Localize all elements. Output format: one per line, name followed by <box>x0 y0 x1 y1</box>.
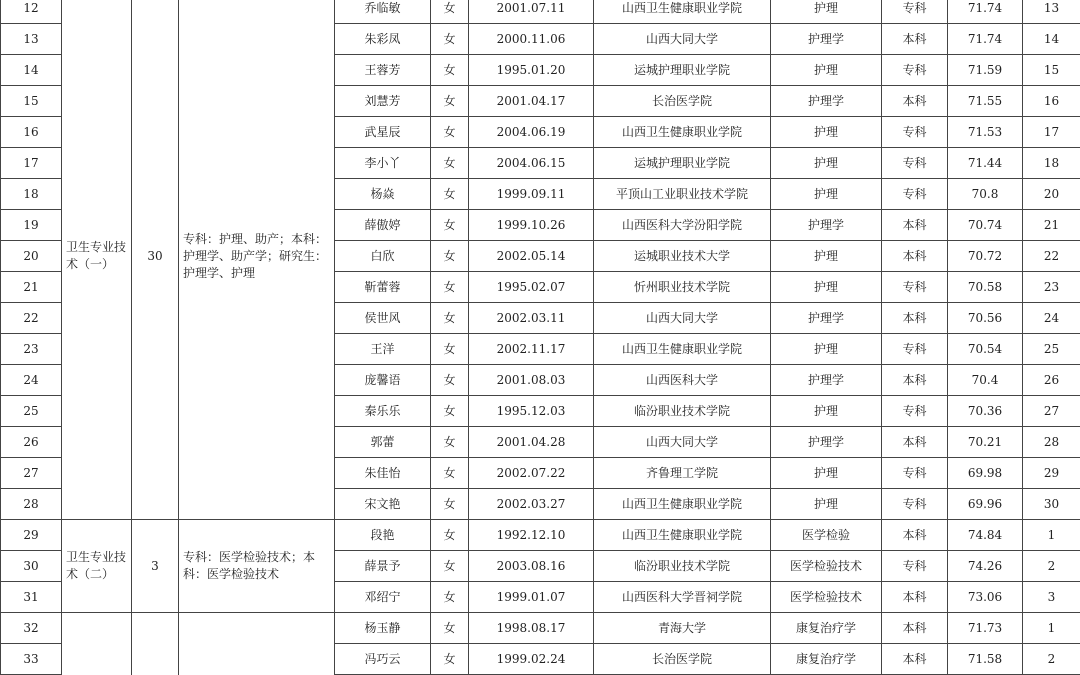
major-cell: 康复治疗学 <box>771 613 882 644</box>
degree-cell: 专科 <box>882 396 948 427</box>
name-cell: 冯巧云 <box>335 644 431 675</box>
birth-date-cell: 1995.02.07 <box>469 272 594 303</box>
rank-cell: 13 <box>1023 0 1080 24</box>
score-cell: 71.58 <box>948 644 1023 675</box>
birth-date-cell: 1999.02.24 <box>469 644 594 675</box>
row-number-cell: 29 <box>1 520 62 551</box>
rank-cell: 23 <box>1023 272 1080 303</box>
rank-cell: 29 <box>1023 458 1080 489</box>
gender-cell: 女 <box>431 489 469 520</box>
school-cell: 忻州职业技术学院 <box>594 272 771 303</box>
major-cell: 护理学 <box>771 427 882 458</box>
gender-cell: 女 <box>431 520 469 551</box>
name-cell: 朱彩凤 <box>335 24 431 55</box>
table-row <box>1 0 1080 24</box>
degree-cell: 专科 <box>882 117 948 148</box>
name-cell: 刘慧芳 <box>335 86 431 117</box>
degree-cell: 本科 <box>882 24 948 55</box>
rank-cell: 20 <box>1023 179 1080 210</box>
major-cell: 护理 <box>771 272 882 303</box>
major-cell: 护理 <box>771 117 882 148</box>
major-cell: 护理 <box>771 179 882 210</box>
degree-cell: 本科 <box>882 210 948 241</box>
row-number-cell: 30 <box>1 551 62 582</box>
gender-cell: 女 <box>431 86 469 117</box>
rank-cell: 26 <box>1023 365 1080 396</box>
gender-cell: 女 <box>431 148 469 179</box>
school-cell: 运城护理职业学院 <box>594 148 771 179</box>
school-cell: 长治医学院 <box>594 86 771 117</box>
gender-cell: 女 <box>431 117 469 148</box>
degree-cell: 本科 <box>882 86 948 117</box>
major-cell: 护理 <box>771 0 882 24</box>
school-cell: 山西大同大学 <box>594 303 771 334</box>
degree-cell: 专科 <box>882 334 948 365</box>
rank-cell: 27 <box>1023 396 1080 427</box>
table-row <box>1 520 1080 551</box>
degree-cell: 专科 <box>882 551 948 582</box>
major-cell: 护理 <box>771 489 882 520</box>
row-number-cell: 20 <box>1 241 62 272</box>
row-number-cell: 27 <box>1 458 62 489</box>
birth-date-cell: 2001.07.11 <box>469 0 594 24</box>
gender-cell: 女 <box>431 55 469 86</box>
birth-date-cell: 2002.07.22 <box>469 458 594 489</box>
birth-date-cell: 2001.04.28 <box>469 427 594 458</box>
gender-cell: 女 <box>431 24 469 55</box>
major-cell: 护理学 <box>771 303 882 334</box>
rank-cell: 28 <box>1023 427 1080 458</box>
score-cell: 71.44 <box>948 148 1023 179</box>
name-cell: 郭蕾 <box>335 427 431 458</box>
name-cell: 薛傲婷 <box>335 210 431 241</box>
major-cell: 护理 <box>771 396 882 427</box>
school-cell: 平顶山工业职业技术学院 <box>594 179 771 210</box>
position-name-cell: 卫生专业技术（二） <box>62 520 132 613</box>
gender-cell: 女 <box>431 179 469 210</box>
major-cell: 护理学 <box>771 24 882 55</box>
rank-cell: 1 <box>1023 613 1080 644</box>
row-number-cell: 18 <box>1 179 62 210</box>
score-cell: 73.06 <box>948 582 1023 613</box>
rank-cell: 15 <box>1023 55 1080 86</box>
major-cell: 护理学 <box>771 210 882 241</box>
gender-cell: 女 <box>431 272 469 303</box>
row-number-cell: 25 <box>1 396 62 427</box>
name-cell: 王洋 <box>335 334 431 365</box>
gender-cell: 女 <box>431 613 469 644</box>
birth-date-cell: 2002.05.14 <box>469 241 594 272</box>
major-cell: 护理 <box>771 148 882 179</box>
gender-cell: 女 <box>431 551 469 582</box>
gender-cell: 女 <box>431 0 469 24</box>
school-cell: 山西大同大学 <box>594 427 771 458</box>
degree-cell: 本科 <box>882 427 948 458</box>
major-cell: 护理学 <box>771 86 882 117</box>
birth-date-cell: 2002.11.17 <box>469 334 594 365</box>
name-cell: 段艳 <box>335 520 431 551</box>
row-number-cell: 14 <box>1 55 62 86</box>
birth-date-cell: 2004.06.15 <box>469 148 594 179</box>
degree-cell: 本科 <box>882 303 948 334</box>
score-cell: 70.56 <box>948 303 1023 334</box>
school-cell: 山西大同大学 <box>594 24 771 55</box>
score-cell: 74.84 <box>948 520 1023 551</box>
score-cell: 71.73 <box>948 613 1023 644</box>
school-cell: 运城职业技术大学 <box>594 241 771 272</box>
school-cell: 山西医科大学汾阳学院 <box>594 210 771 241</box>
degree-cell: 本科 <box>882 582 948 613</box>
rank-cell: 14 <box>1023 24 1080 55</box>
birth-date-cell: 1999.09.11 <box>469 179 594 210</box>
score-cell: 70.21 <box>948 427 1023 458</box>
name-cell: 杨焱 <box>335 179 431 210</box>
row-number-cell: 19 <box>1 210 62 241</box>
school-cell: 山西卫生健康职业学院 <box>594 334 771 365</box>
hiring-count-cell: 3 <box>132 520 179 613</box>
rank-cell: 17 <box>1023 117 1080 148</box>
score-cell: 70.58 <box>948 272 1023 303</box>
birth-date-cell: 2004.06.19 <box>469 117 594 148</box>
rank-cell: 25 <box>1023 334 1080 365</box>
row-number-cell: 31 <box>1 582 62 613</box>
name-cell: 宋文艳 <box>335 489 431 520</box>
rank-cell: 24 <box>1023 303 1080 334</box>
name-cell: 秦乐乐 <box>335 396 431 427</box>
score-cell: 71.74 <box>948 0 1023 24</box>
gender-cell: 女 <box>431 365 469 396</box>
birth-date-cell: 1995.01.20 <box>469 55 594 86</box>
score-cell: 70.54 <box>948 334 1023 365</box>
gender-cell: 女 <box>431 644 469 675</box>
gender-cell: 女 <box>431 241 469 272</box>
name-cell: 杨玉静 <box>335 613 431 644</box>
gender-cell: 女 <box>431 582 469 613</box>
row-number-cell: 17 <box>1 148 62 179</box>
major-requirement-cell <box>179 613 335 675</box>
row-number-cell: 12 <box>1 0 62 24</box>
school-cell: 山西医科大学 <box>594 365 771 396</box>
birth-date-cell: 2000.11.06 <box>469 24 594 55</box>
degree-cell: 专科 <box>882 55 948 86</box>
birth-date-cell: 2001.08.03 <box>469 365 594 396</box>
score-cell: 74.26 <box>948 551 1023 582</box>
gender-cell: 女 <box>431 210 469 241</box>
table-row <box>1 613 1080 644</box>
major-cell: 医学检验技术 <box>771 551 882 582</box>
gender-cell: 女 <box>431 458 469 489</box>
score-cell: 70.8 <box>948 179 1023 210</box>
score-cell: 70.74 <box>948 210 1023 241</box>
name-cell: 邓绍宁 <box>335 582 431 613</box>
degree-cell: 本科 <box>882 365 948 396</box>
rank-cell: 18 <box>1023 148 1080 179</box>
degree-cell: 本科 <box>882 241 948 272</box>
row-number-cell: 28 <box>1 489 62 520</box>
score-cell: 70.4 <box>948 365 1023 396</box>
row-number-cell: 26 <box>1 427 62 458</box>
major-cell: 护理 <box>771 458 882 489</box>
birth-date-cell: 1995.12.03 <box>469 396 594 427</box>
degree-cell: 专科 <box>882 179 948 210</box>
school-cell: 长治医学院 <box>594 644 771 675</box>
name-cell: 乔临敏 <box>335 0 431 24</box>
position-name-cell <box>62 613 132 675</box>
score-cell: 71.74 <box>948 24 1023 55</box>
school-cell: 临汾职业技术学院 <box>594 551 771 582</box>
score-cell: 69.96 <box>948 489 1023 520</box>
birth-date-cell: 2002.03.11 <box>469 303 594 334</box>
name-cell: 薛景予 <box>335 551 431 582</box>
major-cell: 医学检验 <box>771 520 882 551</box>
school-cell: 山西卫生健康职业学院 <box>594 117 771 148</box>
major-cell: 护理 <box>771 241 882 272</box>
birth-date-cell: 1998.08.17 <box>469 613 594 644</box>
hiring-count-cell: 30 <box>132 0 179 520</box>
rank-cell: 30 <box>1023 489 1080 520</box>
school-cell: 运城护理职业学院 <box>594 55 771 86</box>
degree-cell: 专科 <box>882 148 948 179</box>
rank-cell: 21 <box>1023 210 1080 241</box>
name-cell: 白欣 <box>335 241 431 272</box>
major-requirement-cell: 专科：医学检验技术；本科：医学检验技术 <box>179 520 335 613</box>
name-cell: 李小丫 <box>335 148 431 179</box>
name-cell: 武星辰 <box>335 117 431 148</box>
degree-cell: 专科 <box>882 489 948 520</box>
school-cell: 青海大学 <box>594 613 771 644</box>
name-cell: 朱佳怡 <box>335 458 431 489</box>
school-cell: 山西医科大学晋祠学院 <box>594 582 771 613</box>
score-cell: 69.98 <box>948 458 1023 489</box>
score-cell: 70.72 <box>948 241 1023 272</box>
row-number-cell: 32 <box>1 613 62 644</box>
birth-date-cell: 2001.04.17 <box>469 86 594 117</box>
school-cell: 山西卫生健康职业学院 <box>594 489 771 520</box>
position-name-cell: 卫生专业技术（一） <box>62 0 132 520</box>
gender-cell: 女 <box>431 303 469 334</box>
rank-cell: 2 <box>1023 551 1080 582</box>
score-cell: 71.59 <box>948 55 1023 86</box>
rank-cell: 16 <box>1023 86 1080 117</box>
gender-cell: 女 <box>431 334 469 365</box>
school-cell: 齐鲁理工学院 <box>594 458 771 489</box>
rank-cell: 22 <box>1023 241 1080 272</box>
school-cell: 山西卫生健康职业学院 <box>594 520 771 551</box>
degree-cell: 本科 <box>882 613 948 644</box>
major-cell: 护理学 <box>771 365 882 396</box>
degree-cell: 专科 <box>882 458 948 489</box>
score-cell: 71.55 <box>948 86 1023 117</box>
school-cell: 临汾职业技术学院 <box>594 396 771 427</box>
school-cell: 山西卫生健康职业学院 <box>594 0 771 24</box>
degree-cell: 专科 <box>882 272 948 303</box>
major-cell: 康复治疗学 <box>771 644 882 675</box>
rank-cell: 2 <box>1023 644 1080 675</box>
gender-cell: 女 <box>431 427 469 458</box>
row-number-cell: 13 <box>1 24 62 55</box>
major-requirement-cell: 专科：护理、助产；本科：护理学、助产学；研究生：护理学、护理 <box>179 0 335 520</box>
gender-cell: 女 <box>431 396 469 427</box>
birth-date-cell: 2002.03.27 <box>469 489 594 520</box>
row-number-cell: 22 <box>1 303 62 334</box>
rank-cell: 1 <box>1023 520 1080 551</box>
birth-date-cell: 1999.01.07 <box>469 582 594 613</box>
name-cell: 靳蕾蓉 <box>335 272 431 303</box>
score-cell: 71.53 <box>948 117 1023 148</box>
degree-cell: 本科 <box>882 520 948 551</box>
score-cell: 70.36 <box>948 396 1023 427</box>
degree-cell: 专科 <box>882 0 948 24</box>
row-number-cell: 21 <box>1 272 62 303</box>
name-cell: 侯世风 <box>335 303 431 334</box>
rank-cell: 3 <box>1023 582 1080 613</box>
major-cell: 护理 <box>771 55 882 86</box>
major-cell: 医学检验技术 <box>771 582 882 613</box>
name-cell: 庞馨语 <box>335 365 431 396</box>
row-number-cell: 33 <box>1 644 62 675</box>
name-cell: 王蓉芳 <box>335 55 431 86</box>
row-number-cell: 15 <box>1 86 62 117</box>
birth-date-cell: 1992.12.10 <box>469 520 594 551</box>
row-number-cell: 23 <box>1 334 62 365</box>
hiring-count-cell <box>132 613 179 675</box>
row-number-cell: 24 <box>1 365 62 396</box>
birth-date-cell: 2003.08.16 <box>469 551 594 582</box>
major-cell: 护理 <box>771 334 882 365</box>
degree-cell: 本科 <box>882 644 948 675</box>
row-number-cell: 16 <box>1 117 62 148</box>
birth-date-cell: 1999.10.26 <box>469 210 594 241</box>
